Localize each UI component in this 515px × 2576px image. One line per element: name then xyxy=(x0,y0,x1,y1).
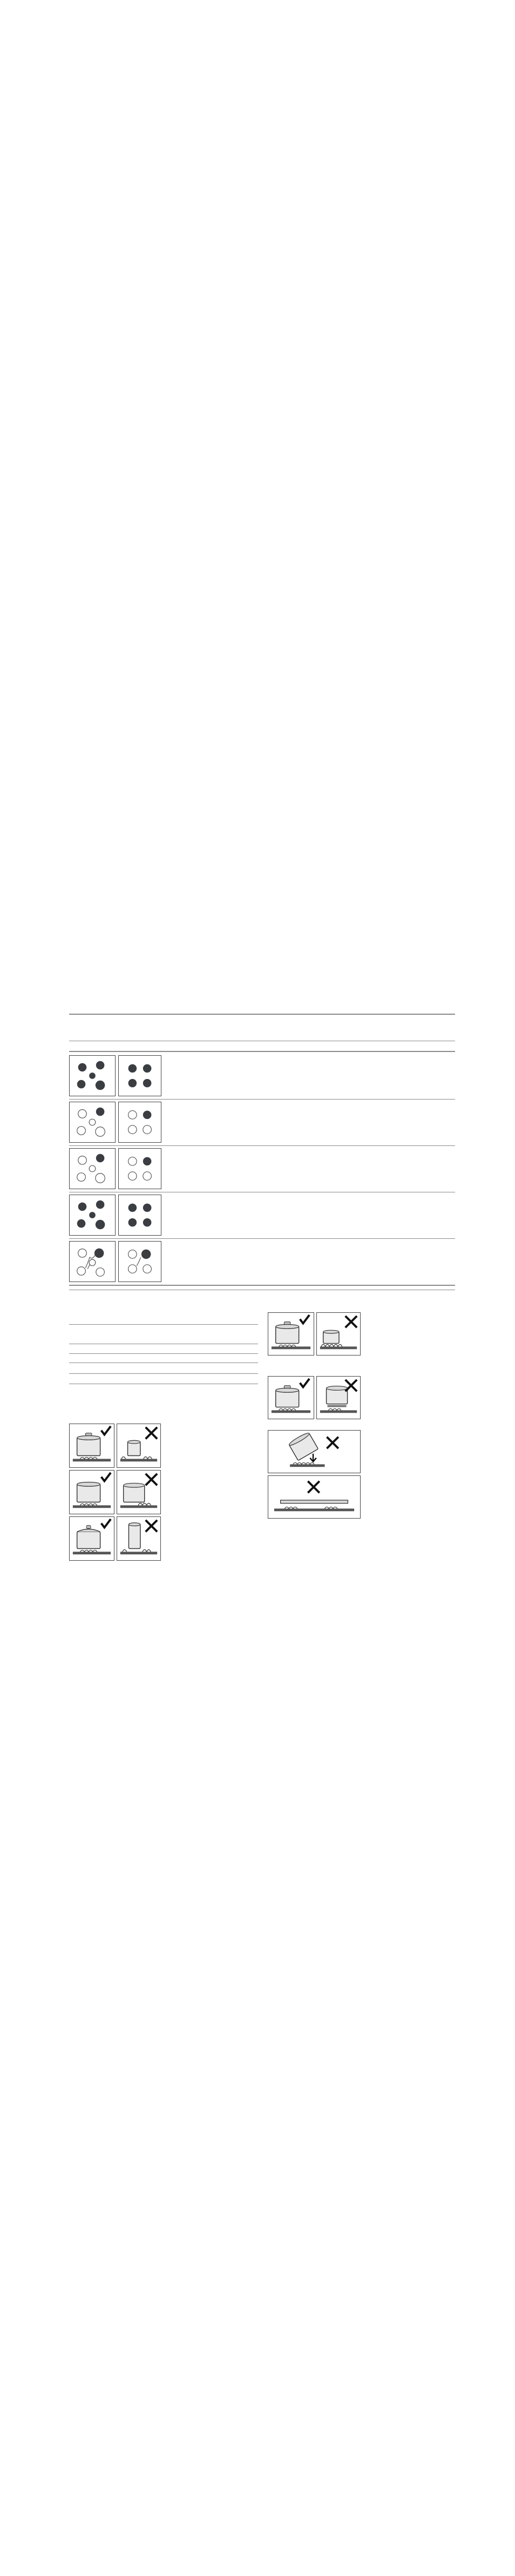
griddle-across-burners-icon xyxy=(268,1475,361,1519)
four-burner-layout-icon xyxy=(118,1195,161,1236)
pot-offcenter-icon xyxy=(117,1470,161,1514)
pot-small-pan-icon xyxy=(316,1312,361,1356)
table-header-bottom-rule xyxy=(69,1051,455,1052)
five-burner-rear-right-icon xyxy=(69,1102,116,1143)
pot-correct-icon xyxy=(268,1376,314,1419)
table-bottom-rule xyxy=(69,1285,455,1286)
pot-on-trivet-icon xyxy=(316,1376,361,1419)
left-rule-5 xyxy=(69,1373,258,1374)
four-burner-layout-icon xyxy=(118,1055,161,1096)
pot-tilted-drop-icon xyxy=(268,1430,361,1473)
four-burner-rear-right-icon xyxy=(118,1102,161,1143)
left-rule-3 xyxy=(69,1353,258,1354)
row-rule-1 xyxy=(69,1099,455,1100)
pot-lid-correct-icon xyxy=(69,1516,114,1561)
pot-correct-icon xyxy=(69,1424,114,1468)
pot-correct-icon xyxy=(69,1470,114,1514)
five-burner-layout-icon xyxy=(69,1195,116,1236)
five-burner-flame-icon xyxy=(69,1241,116,1282)
five-burner-layout-icon xyxy=(69,1055,116,1096)
pot-tall-narrow-icon xyxy=(117,1516,161,1561)
row-rule-2 xyxy=(69,1145,455,1146)
pot-correct-icon xyxy=(268,1312,314,1356)
four-burner-flame-icon xyxy=(118,1241,161,1282)
table-top-rule xyxy=(69,1014,455,1015)
row-rule-4 xyxy=(69,1238,455,1239)
five-burner-rear-right-icon xyxy=(69,1148,116,1189)
pot-too-small-icon xyxy=(117,1424,161,1468)
four-burner-rear-right-icon xyxy=(118,1148,161,1189)
left-rule-1 xyxy=(69,1324,258,1325)
